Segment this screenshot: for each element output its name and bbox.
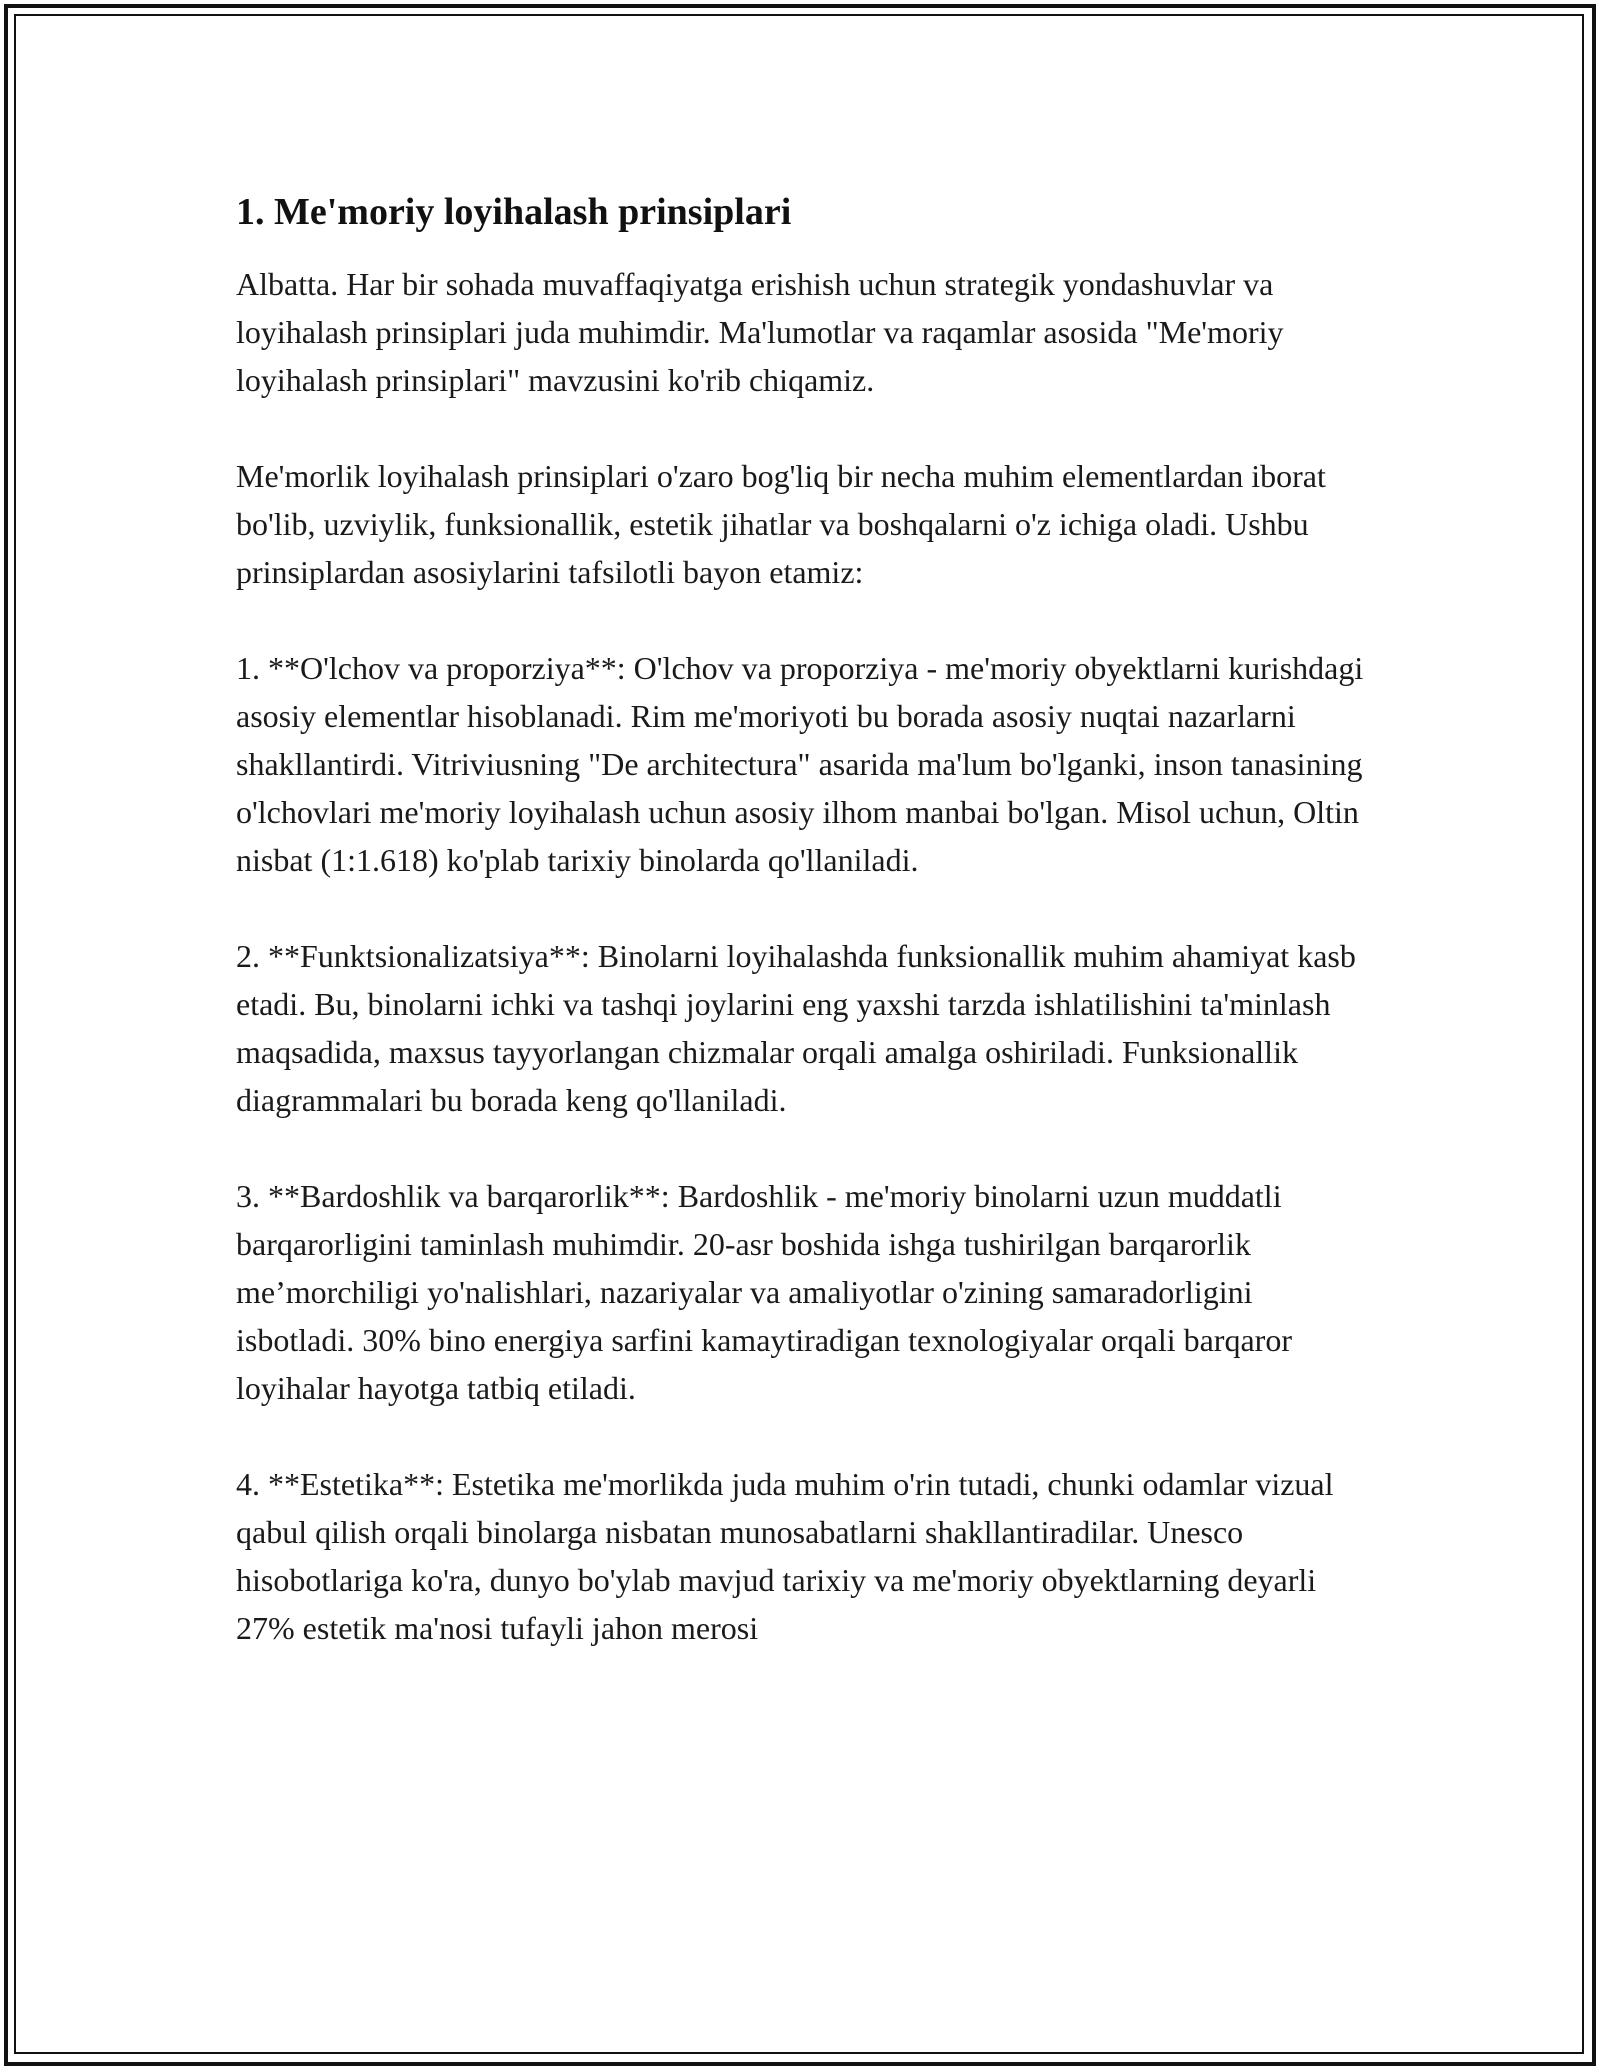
paragraph-overview: Me'morlik loyihalash prinsiplari o'zaro bog'liq bir necha muhim elementlardan iborat bo'lib, uzviylik, funksionallik, estetik jihatlar va boshqalarni o'z ichiga oladi. Ushbu prinsiplardan asosiylarini tafsilotli bayon etamiz: — [236, 458, 1326, 590]
paragraph-functionality: 2. **Funktsionalizatsiya**: Binolarni loyihalashda funksionallik muhim ahamiyat kasb etadi. Bu, binolarni ichki va tashqi joylarini eng yaxshi tarzda ishlatilishini ta'minlash maqsadida, maxsus tayyorlangan chizmalar orqali amalga oshiriladi. Funksionallik diagrammalari bu borada keng qo'llaniladi. — [236, 938, 1356, 1118]
paragraph-sustainability: 3. **Bardoshlik va barqarorlik**: Bardoshlik - me'moriy binolarni uzun muddatli barqarorligini taminlash muhimdir. 20-asr boshida ishga tushirilgan barqarorlik me’morchiligi yo'nalishlari, nazariyalar va amaliyotlar o'zining samaradorligini isbotladi. 30% bino energiya sarfini kamaytiradigan texnologiyalar orqali barqaror loyihalar hayotga tatbiq etiladi. — [236, 1178, 1292, 1406]
paragraph-proportion: 1. **O'lchov va proporziya**: O'lchov va proporziya - me'moriy obyektlarni kurishdagi asosiy elementlar hisoblanadi. Rim me'moriyoti bu borada asosiy nuqtai nazarlarni shakllantirdi. Vitriviusning "De architectura" asarida ma'lum bo'lganki, inson tanasining o'lchovlari me'moriy loyihalash uchun asosiy ilhom manbai bo'lgan. Misol uchun, Oltin nisbat (1:1.618) ko'plab tarixiy binolarda qo'llaniladi. — [236, 650, 1364, 878]
document-body — [236, 186, 1376, 1700]
paragraph-aesthetics: 4. **Estetika**: Estetika me'morlikda juda muhim o'rin tutadi, chunki odamlar vizual qabul qilish orqali binolarga nisbatan munosabatlarni shakllantiradilar. Unesco hisobotlariga ko'ra, dunyo bo'ylab mavjud tarixiy va me'moriy obyektlarning deyarli 27% estetik ma'nosi tufayli jahon merosi — [236, 1466, 1334, 1646]
paragraph-intro: Albatta. Har bir sohada muvaffaqiyatga erishish uchun strategik yondashuvlar va loyihalash prinsiplari juda muhimdir. Ma'lumotlar va raqamlar asosida "Me'moriy loyihalash prinsiplari" mavzusini ko'rib chiqamiz. — [236, 266, 1284, 398]
document-title: 1. Me'moriy loyihalash prinsiplari — [236, 191, 792, 233]
